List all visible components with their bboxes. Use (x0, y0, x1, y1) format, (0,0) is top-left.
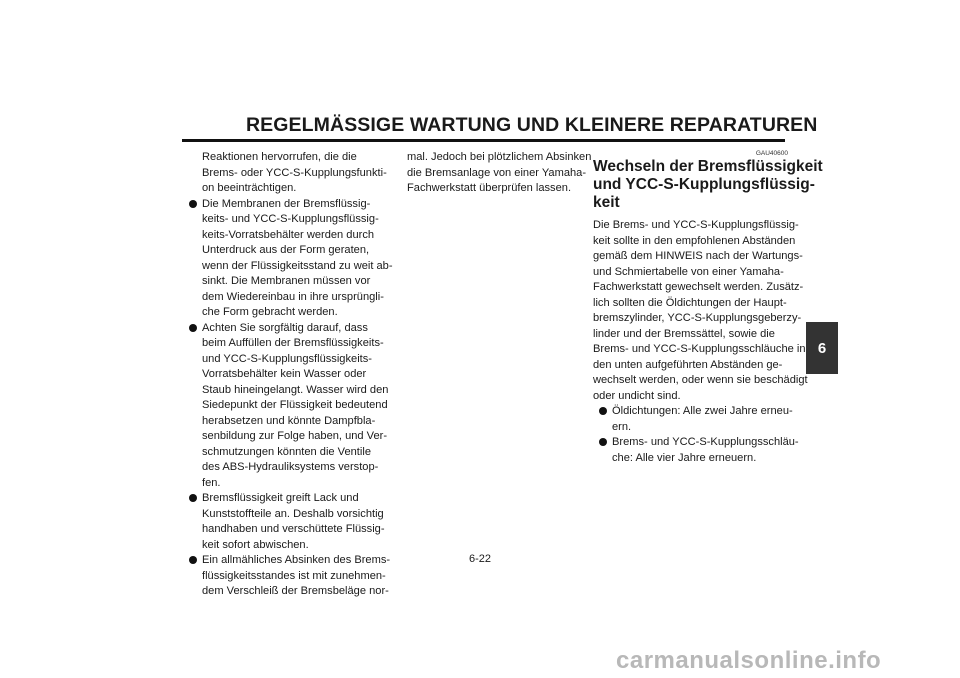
text-line: Ein allmähliches Absinken des Brems- (202, 554, 391, 566)
bullet-icon (599, 407, 607, 415)
text-line: on beeinträchtigen. (202, 182, 297, 194)
text-line: keit sofort abwischen. (202, 538, 309, 551)
page-number: 6-22 (468, 553, 492, 565)
bullet-icon (599, 438, 607, 446)
chapter-tab: 6 (806, 322, 838, 374)
text-line: wenn der Flüssigkeitsstand zu weit ab- (202, 259, 393, 272)
text-line: che Form gebracht werden. (202, 306, 338, 318)
text-line: Vorratsbehälter kein Wasser oder (202, 368, 367, 380)
text-line: Fachwerkstatt überprüfen lassen. (407, 182, 572, 194)
text-line: Kunststoffteile an. Deshalb vorsichtig (202, 507, 384, 520)
bullet-item (189, 553, 389, 600)
text-line: Die Membranen der Bremsflüssig- (202, 197, 371, 210)
page-title: REGELMÄSSIGE WARTUNG UND KLEINERE REPARATUREN (246, 114, 818, 136)
bullet-item (189, 491, 389, 553)
text-line: und YCC-S-Kupplungsflüssigkeits- (202, 352, 372, 365)
text-line: beim Auffüllen der Bremsflüssigkeits- (202, 337, 384, 349)
text-line: keit sollte in den empfohlenen Abständen (593, 234, 796, 247)
bullet-list (593, 404, 799, 466)
column-left (189, 150, 393, 600)
text-line: Bremsflüssigkeit greift Lack und (202, 492, 359, 504)
bullet-icon (189, 494, 197, 502)
text-line: dem Verschleiß der Bremsbeläge nor- (202, 585, 389, 597)
text-line: Reaktionen hervorrufen, die die (202, 151, 357, 163)
text-line: Die Brems- und YCC-S-Kupplungsflüssig- (593, 219, 799, 231)
text-line: wechselt werden, oder wenn sie beschädigt (593, 374, 808, 386)
heading-line: und YCC-S-Kupplungsflüssig- (593, 176, 815, 193)
text-line: Unterdruck aus der Form geraten, (202, 244, 370, 256)
section-body (593, 218, 808, 404)
text-line: fen. (202, 476, 221, 489)
bullet-item (189, 197, 393, 321)
text-line: sinkt. Die Membranen müssen vor (202, 275, 371, 287)
bullet-icon (189, 556, 197, 564)
text-line: flüssigkeitsstandes ist mit zunehmen- (202, 569, 386, 582)
text-line: mal. Jedoch bei plötzlichem Absinken (407, 151, 592, 163)
section-heading (593, 158, 823, 212)
text-line: lich sollten die Öldichtungen der Haupt- (593, 296, 787, 309)
text-line: gemäß dem HINWEIS nach der Wartungs- (593, 250, 803, 262)
section-code: GAU40600 (755, 150, 788, 157)
text-line: oder undicht sind. (593, 389, 681, 402)
text-line: keits- und YCC-S-Kupplungsflüssig- (202, 213, 379, 225)
bullet-item (599, 404, 793, 435)
text-line: senbildung zur Folge haben, und Ver- (202, 430, 388, 442)
continued-paragraph (189, 150, 389, 197)
heading-line: Wechseln der Bremsflüssigkeit (593, 158, 823, 175)
text-line: Staub hineingelangt. Wasser wird den (202, 383, 389, 396)
text-line: Brems- und YCC-S-Kupplungsschläuche in (593, 343, 806, 355)
text-line: linder und der Bremssättel, sowie die (593, 327, 775, 340)
text-line: schmutzungen könnten die Ventile (202, 445, 371, 458)
text-line: handhaben und verschüttete Flüssig- (202, 523, 385, 535)
text-line: Fachwerkstatt gewechselt werden. Zusätz- (593, 281, 804, 293)
watermark: carmanualsonline.info (616, 647, 882, 674)
bullet-icon (189, 200, 197, 208)
text-line: Brems- und YCC-S-Kupplungsschläu- (612, 436, 799, 448)
text-line: und Schmiertabelle von einer Yamaha- (593, 265, 784, 278)
text-line: Öldichtungen: Alle zwei Jahre erneu- (612, 405, 793, 417)
column-middle (407, 150, 592, 197)
bullet-item (189, 321, 389, 492)
text-line: des ABS-Hydrauliksystems verstop- (202, 461, 379, 473)
text-line: Brems- oder YCC-S-Kupplungsfunkti- (202, 166, 387, 179)
bullet-icon (189, 324, 197, 332)
text-line: keits-Vorratsbehälter werden durch (202, 228, 375, 241)
text-line: Siedepunkt der Flüssigkeit bedeutend (202, 399, 388, 411)
heading-line: keit (593, 194, 620, 211)
text-line: che: Alle vier Jahre erneuern. (612, 451, 757, 464)
title-underline (182, 139, 785, 142)
text-line: ern. (612, 420, 632, 433)
column-right (593, 150, 823, 466)
text-line: bremszylinder, YCC-S-Kupplungsgeberzy- (593, 312, 802, 324)
text-line: die Bremsanlage von einer Yamaha- (407, 166, 587, 179)
text-line: Achten Sie sorgfältig darauf, dass (202, 321, 368, 334)
text-line: dem Wiedereinbau in ihre ursprüngli- (202, 290, 384, 303)
text-line: den unten aufgeführten Abständen ge- (593, 358, 783, 371)
bullet-item (599, 435, 799, 466)
text-line: herabsetzen und könnte Dampfbla- (202, 414, 376, 427)
